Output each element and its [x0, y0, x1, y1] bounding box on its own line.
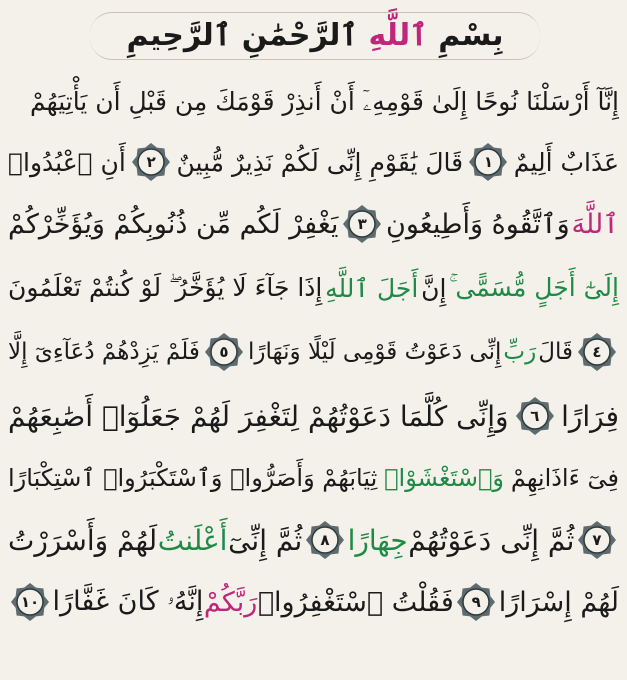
verse-number-marker [515, 396, 555, 436]
basmala-word-rahman-rahim: ٱلرَّحْمَٰنِ ٱلرَّحِيمِ [126, 17, 359, 53]
verse-text: قَالَ [538, 339, 573, 365]
verse-text: إِنَّهُۥ كَانَ غَفَّارًا [52, 586, 204, 617]
verse-line [8, 132, 619, 192]
verse-line [8, 258, 619, 318]
highlighted-phrase: جِهَارًا [347, 523, 408, 557]
verse-text: إِنَّ [421, 273, 447, 303]
highlighted-phrase: أَعْلَنتُ [157, 523, 228, 557]
basmala-header [90, 4, 540, 66]
verse-line [8, 194, 619, 254]
verse-line [8, 72, 619, 132]
basmala-word-bism: بِسْمِ [438, 17, 504, 53]
verse-text: وَٱتَّقُوهُ وَأَطِيعُونِ [386, 208, 570, 240]
verse-number-marker [577, 332, 617, 372]
basmala-text [126, 18, 503, 53]
verse-number: ١ [483, 153, 494, 171]
highlighted-phrase: رَبَّكُمْ [203, 586, 258, 618]
verse-text: وَإِنِّى كُلَّمَا دَعَوْتُهُمْ لِتَغْفِرَ لَهُمْ جَعَلُوٓا۟ أَصَٰبِعَهُمْ [8, 399, 509, 433]
verse-text: عَذَابٌ أَلِيمٌ [513, 147, 619, 177]
verse-number: ٩ [471, 593, 481, 611]
verse-text: ثُمَّ إِنِّىٓ [228, 523, 303, 557]
verse-number: ٤ [592, 343, 602, 361]
verse-text: يَغْفِرْ لَكُم مِّن ذُنُوبِكُمْ وَيُؤَخِّرْكُمْ [8, 208, 339, 240]
verse-number: ٥ [219, 343, 229, 361]
verse-text: فِىٓ ءَاذَانِهِمْ [510, 464, 619, 492]
verse-number: ٢ [146, 153, 156, 171]
verse-line [8, 572, 619, 632]
verse-number-marker [468, 142, 508, 182]
verse-number: ٦ [530, 407, 540, 425]
verse-text: فَقُلْتُ ٱسْتَغْفِرُوا۟ [257, 586, 454, 618]
verse-number-marker [204, 332, 244, 372]
verse-line [8, 386, 619, 446]
verse-text: أَنِ ٱعْبُدُوا۟ [8, 147, 126, 177]
highlighted-phrase: أَجَلَ ٱللَّهِ [325, 273, 419, 303]
verse-number-marker [342, 204, 382, 244]
highlighted-phrase: وَٱسْتَغْشَوْا۟ [384, 464, 504, 492]
verse-number: ٧ [592, 531, 602, 549]
verse-text: ثُمَّ إِنِّى دَعَوْتُهُمْ [408, 523, 575, 557]
verse-line [8, 448, 619, 508]
basmala-word-allah: ٱللَّهِ [368, 17, 428, 53]
verse-line [8, 322, 619, 382]
verse-line [8, 510, 619, 570]
highlighted-phrase: رَبِّ [503, 339, 537, 365]
verse-number: ١٠ [20, 593, 40, 611]
verse-number: ٣ [357, 215, 367, 233]
highlighted-phrase: ٱللَّهَ [571, 208, 619, 240]
verse-text: إِنَّآ أَرْسَلْنَا نُوحًا إِلَىٰ قَوْمِهِۦٓ أَنْ أَنذِرْ قَوْمَكَ مِن قَبْلِ أَن يَأْتِيَهُمْ [30, 87, 619, 116]
verse-number-marker [305, 520, 345, 560]
verse-text: قَالَ يَٰقَوْمِ إِنِّى لَكُمْ نَذِيرٌ مُّبِينٌ [176, 147, 464, 177]
verse-number: ٨ [320, 531, 330, 549]
verse-text: فَلَمْ يَزِدْهُمْ دُعَآءِىٓ إِلَّا [8, 339, 200, 365]
verse-number-marker [131, 142, 171, 182]
verse-number-marker [577, 520, 617, 560]
verse-text: لَهُمْ وَأَسْرَرْتُ [8, 523, 158, 557]
verse-text: إِنِّى دَعَوْتُ قَوْمِى لَيْلًا وَنَهَارًا [248, 339, 502, 365]
verse-text: فِرَارًا [561, 399, 619, 433]
verse-number-marker [10, 582, 50, 622]
verse-number-marker [456, 582, 496, 622]
verse-text: إِذَا جَآءَ لَا يُؤَخَّرُ ۖ لَوْ كُنتُمْ تَعْلَمُونَ [8, 273, 323, 302]
verse-text: لَهُمْ إِسْرَارًا [498, 586, 619, 618]
verse-text: ثِيَابَهُمْ وَأَصَرُّوا۟ وَٱسْتَكْبَرُوا۟ ٱسْتِكْبَارًا [8, 464, 378, 492]
highlighted-phrase: إِلَىٰٓ أَجَلٍ مُّسَمًّى ۚ [449, 273, 619, 302]
